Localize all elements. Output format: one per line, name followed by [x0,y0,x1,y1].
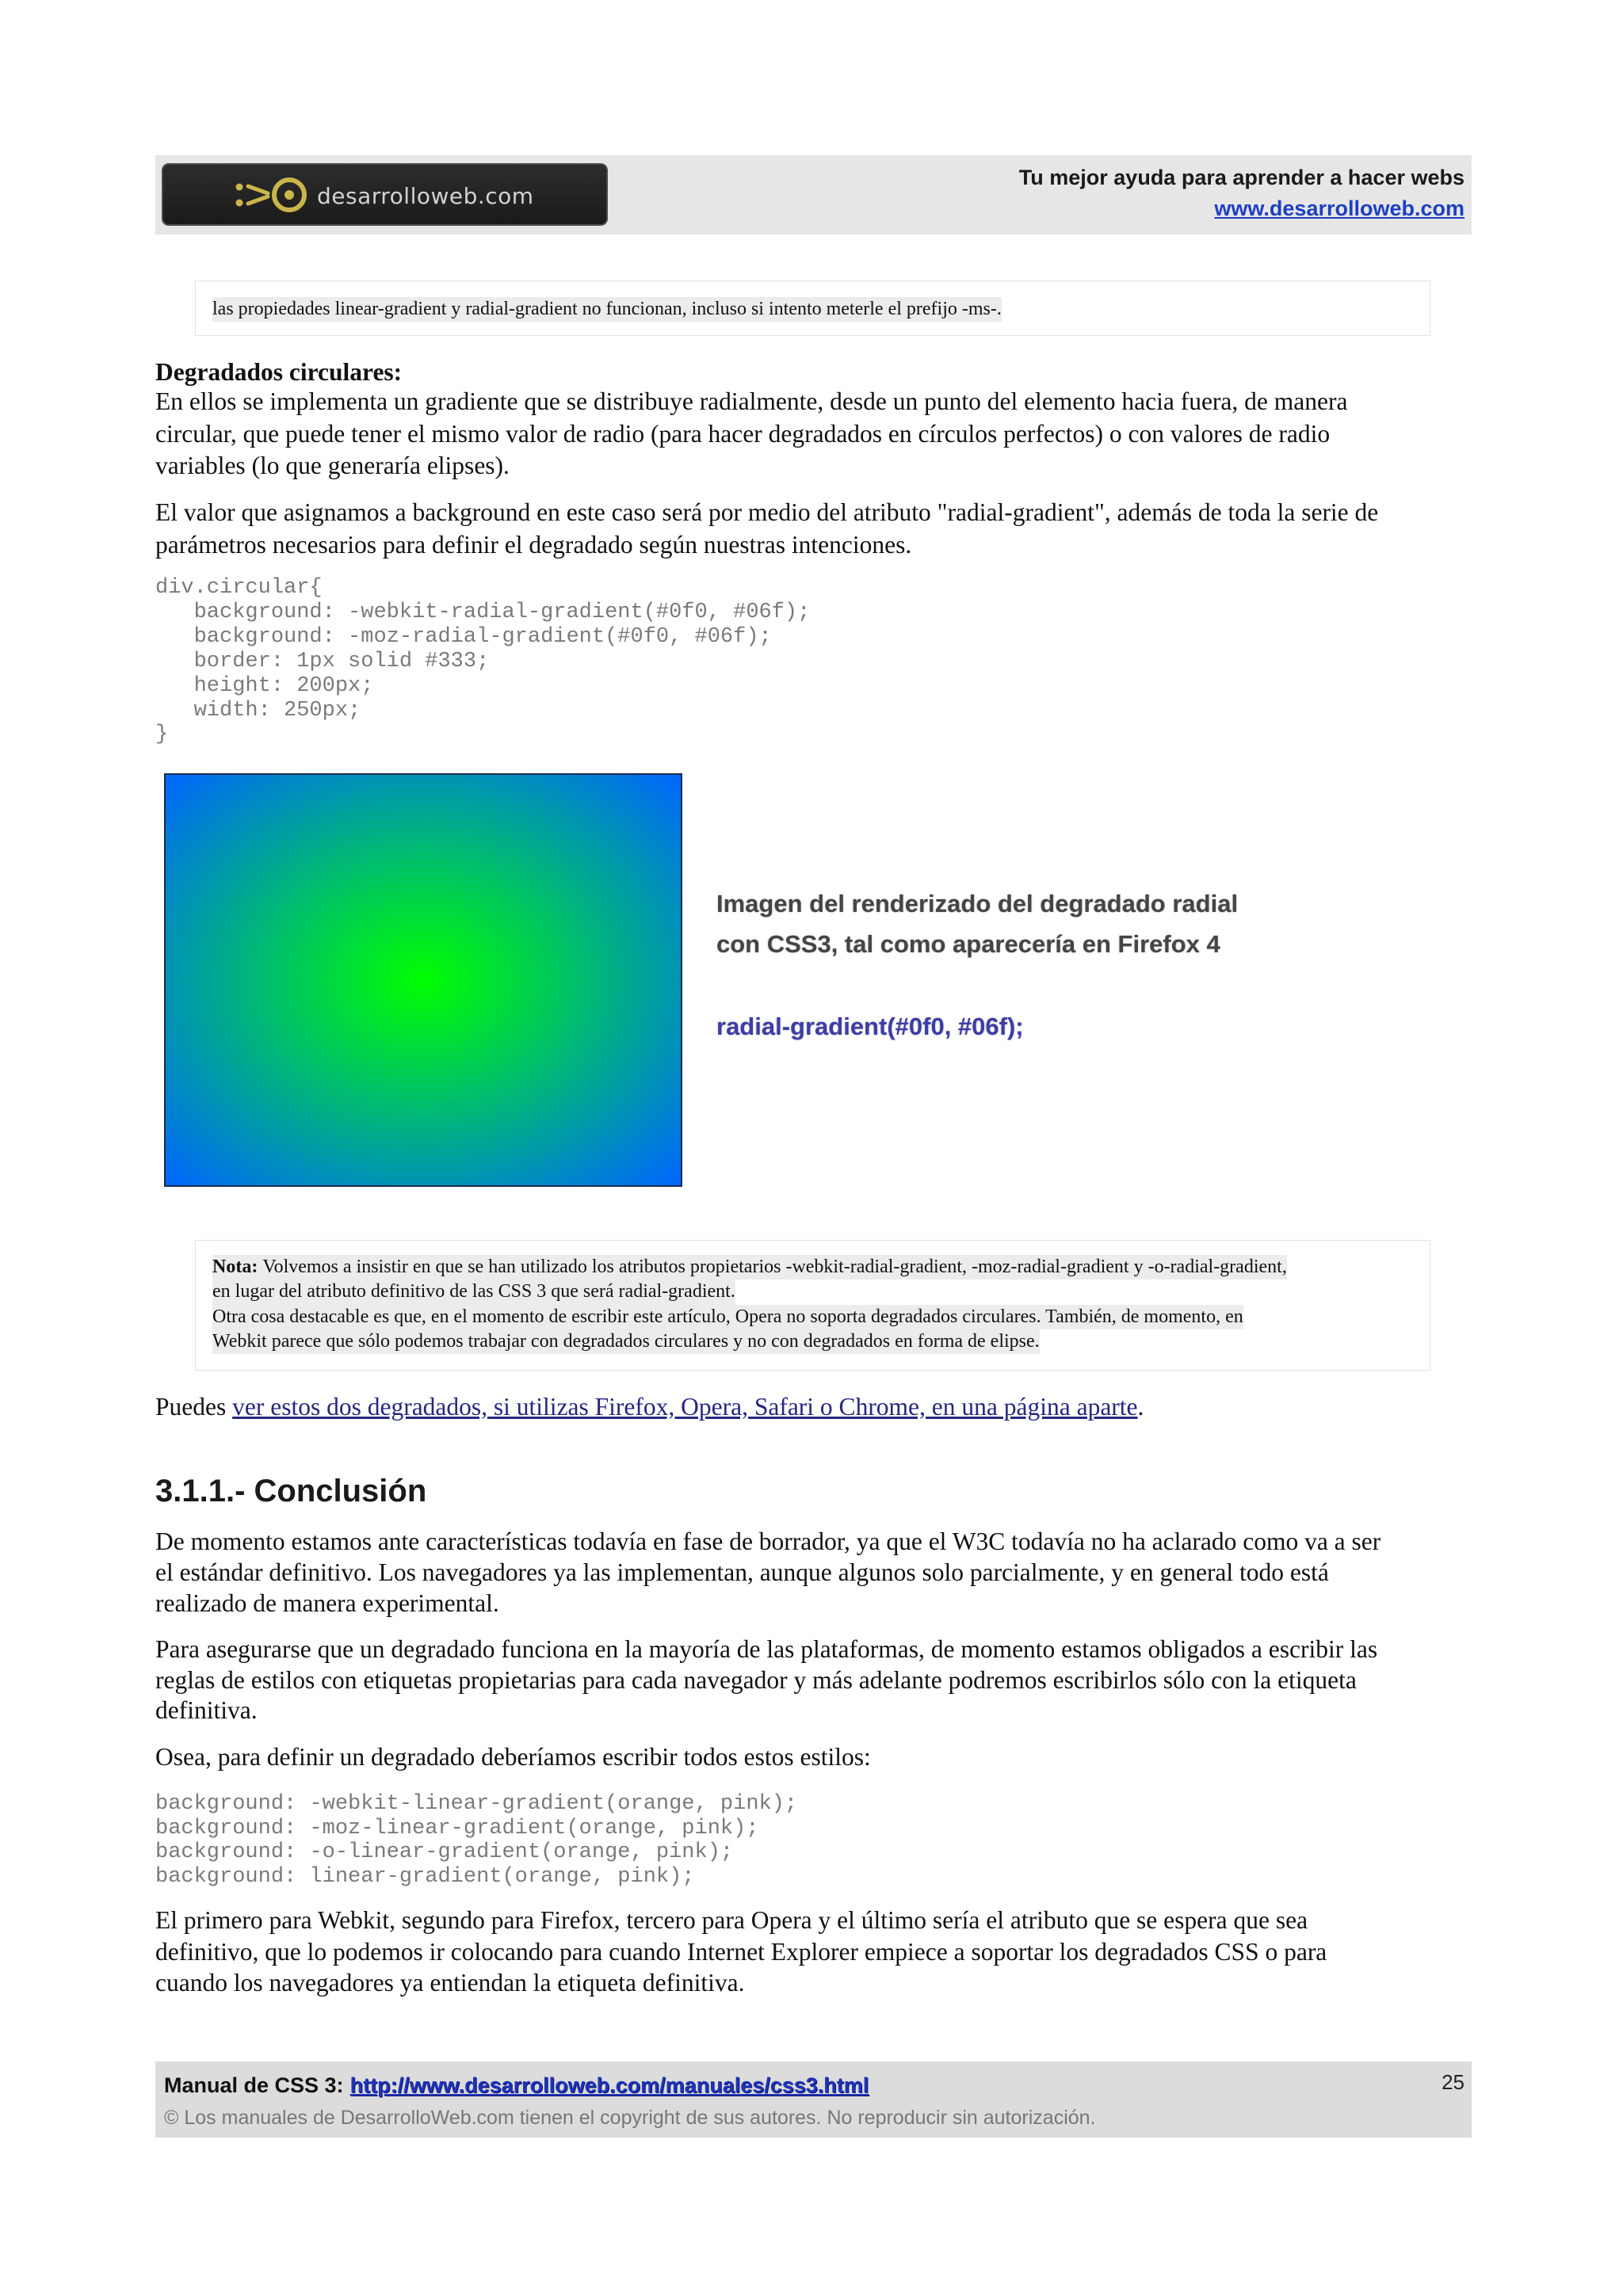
paragraph-circular-intro [155,386,1347,482]
note-box-bottom [195,1240,1430,1371]
text-line: De momento estamos ante características todavía en fase de borrador, ya que el W3C todavía no ha aclarado como va a ser [155,1527,1381,1555]
text-line: variables (lo que generaría elipses). [155,452,510,479]
section-heading-conclusion: 3.1.1.- Conclusión [155,1474,427,1508]
text-line: parámetros necesarios para definir el degradado según nuestras intenciones. [155,531,912,559]
header-site-link[interactable]: www.desarrolloweb.com [1214,196,1465,220]
text-line: Para asegurarse que un degradado funciona en la mayoría de las plataformas, de momento estamos obligados a escribir las [155,1635,1378,1663]
code-line: background: -o-linear-gradient(orange, pink); [155,1840,734,1865]
text-line: cuando los navegadores ya entiendan la etiqueta definitiva. [155,1969,745,1997]
note-line: en lugar del atributo definitivo de las CSS 3 que será radial-gradient. [212,1280,735,1304]
text-line: El valor que asignamos a background en este caso será por medio del atributo "radial-gradient", además de toda la serie de [155,498,1379,526]
text-line: reglas de estilos con etiquetas propietarias para cada navegador y más adelante podremos escribirlos sólo con la etiqueta [155,1665,1357,1694]
text-line: El primero para Webkit, segundo para Firefox, tercero para Opera y el último sería el atributo que se espera que sea [155,1906,1308,1934]
note-box-top [195,280,1430,336]
code-line: } [155,723,169,747]
footer-copyright: © Los manuales de DesarrolloWeb.com tienen el copyright de sus autores. No reproducir sin autorización. [164,2107,1096,2129]
paragraph-conclusion-draft [155,1526,1381,1619]
text-line: definitiva. [155,1696,258,1724]
paragraph-conclusion-styles-intro: Osea, para definir un degradado deberíamos escribir todos estos estilos: [155,1743,871,1771]
figure-caption-line: con CSS3, tal como aparecería en Firefox 4 [716,930,1220,958]
code-line: background: -webkit-linear-gradient(orange, pink); [155,1792,798,1816]
page-header [155,155,1472,235]
note-line [212,1255,1287,1280]
text-line: En ellos se implementa un gradiente que se distribuye radialmente, desde un punto del elemento hacia fuera, de manera [155,387,1348,415]
code-block-linear [155,1792,797,1890]
paragraph-conclusion-browsers [155,1905,1327,1999]
code-line: border: 1px solid #333; [155,649,490,673]
footer-manual-label: Manual de CSS 3: [164,2073,344,2097]
footer-manual-link[interactable]: http://www.desarrolloweb.com/manuales/css3.html [349,2073,869,2097]
code-line: background: linear-gradient(orange, pink); [155,1865,695,1890]
see-gradients-link[interactable]: ver estos dos degradados, si utilizas Firefox, Opera, Safari o Chrome, en una página aparte [232,1393,1138,1421]
radial-gradient-render-image [164,773,682,1187]
code-line: background: -moz-linear-gradient(orange, pink); [155,1816,759,1840]
header-tagline: Tu mejor ayuda para aprender a hacer webs [1018,166,1465,189]
code-line: background: -webkit-radial-gradient(#0f0, #06f); [155,600,811,624]
figure-caption-code: radial-gradient(#0f0, #06f); [716,1013,1024,1040]
see-also-intro: Puedes [155,1393,227,1421]
text-line: el estándar definitivo. Los navegadores ya las implementan, aunque algunos solo parcialmente, y en general todo está [155,1558,1329,1586]
code-line: div.circular{ [155,576,323,600]
logo-text: desarrolloweb.com [317,183,534,209]
note-line: Webkit parece que sólo podemos trabajar con degradados circulares y no con degradados en forma de elipse. [212,1329,1040,1354]
code-line: background: -moz-radial-gradient(#0f0, #06f); [155,624,772,649]
text-line: circular, que puede tener el mismo valor de radio (para hacer degradados en círculos perfectos) o con valores de radio [155,419,1331,448]
code-line: height: 200px; [155,673,374,698]
note-label: Nota: [212,1257,258,1277]
page-footer [155,2061,1472,2138]
logo-icon [235,176,310,214]
note-text: Volvemos a insistir en que se han utilizado los atributos propietarios -webkit-radial-gradient, -moz-radial-gradient y -o-radial-gradient, [262,1257,1287,1277]
paragraph-conclusion-platforms [155,1634,1377,1726]
code-block-circular [155,576,810,747]
see-also-period: . [1137,1393,1144,1421]
paragraph-circular-value [155,496,1378,561]
subheading-circular-gradients: Degradados circulares: [155,358,403,386]
see-also-line [155,1391,1144,1423]
site-logo [162,163,608,226]
code-line: width: 250px; [155,698,361,723]
note-line: las propiedades linear-gradient y radial-gradient no funcionan, incluso si intento meterle el prefijo -ms-. [212,297,1002,322]
text-line: definitivo, que lo podemos ir colocando para cuando Internet Explorer empiece a soportar los degradados CSS o para [155,1937,1327,1966]
figure-caption-line: Imagen del renderizado del degradado radial [716,890,1239,917]
footer-manual-line [164,2073,869,2098]
text-line: realizado de manera experimental. [155,1589,499,1617]
note-line: Otra cosa destacable es que, en el momento de escribir este artículo, Opera no soporta degradados circulares. También, de momento, en [212,1305,1243,1329]
page-number: 25 [1442,2070,1465,2094]
